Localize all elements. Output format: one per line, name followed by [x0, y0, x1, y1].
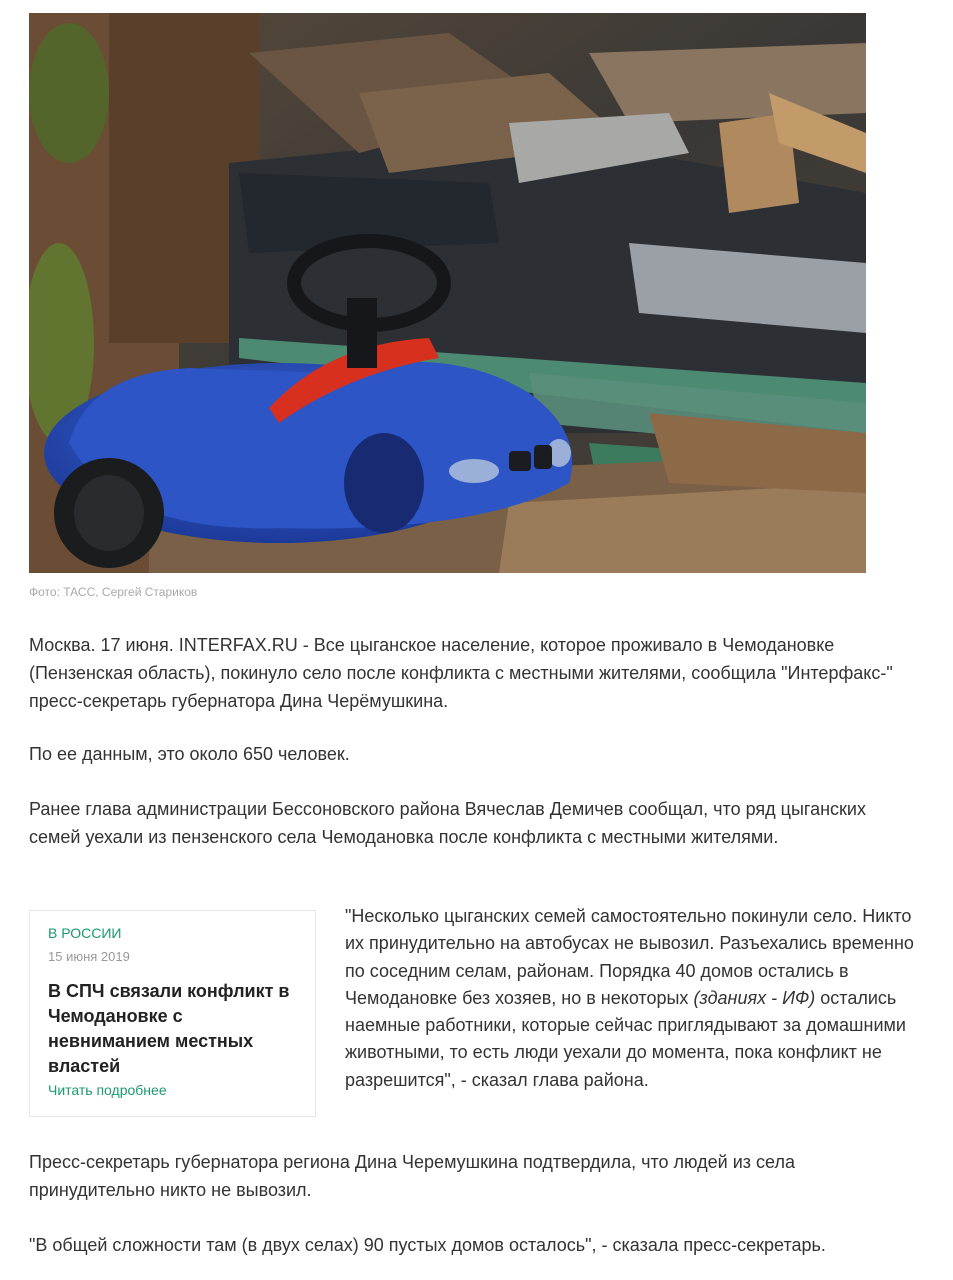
article-paragraph: Ранее глава администрации Бессоновского района Вячеслав Демичев сообщал, что ряд цыганских семей уехали из пензенского села Чемодановка после конфликта с местными жителями. — [29, 799, 866, 847]
article-photo — [29, 13, 866, 573]
photo-caption: Фото: ТАСС, Сергей Стариков — [29, 585, 198, 599]
article-paragraph-lead: Москва. 17 июня. INTERFAX.RU - Все цыганское население, которое проживало в Чемодановке (Пензенская область), покинуло село после конфликта с местными жителями, сообщила "Интерфакс-" пресс-секретарь губернатора Дина Черёмушкина. — [29, 635, 893, 711]
article-quote — [345, 903, 930, 1094]
toy-car-debris-image — [29, 13, 866, 573]
read-more-link[interactable]: Читать подробнее — [48, 1082, 167, 1098]
article-paragraph: Пресс-секретарь губернатора региона Дина Черемушкина подтвердила, что людей из села принудительно никто не вывозил. — [29, 1152, 795, 1200]
quote-text-part1: "Несколько цыганских семей самостоятельно покинули село. Никто их принудительно на автобусах не вывозил. Разъехались временно по соседним селам, районам. Порядка 40 домов остались в Чемодановке без хозяев, но в некоторых — [345, 906, 914, 1008]
quote-text-part2: остались наемные работники, которые сейчас приглядывают за домашними животными, то есть люди уехали до момента, пока конфликт не разрешится", - сказал глава района. — [345, 987, 906, 1090]
related-rubric-link[interactable]: В РОССИИ — [48, 925, 122, 941]
article-paragraph: "В общей сложности там (в двух селах) 90 пустых домов осталось", - сказала пресс-секретарь. — [29, 1235, 826, 1255]
related-headline-link[interactable]: В СПЧ связали конфликт в Чемодановке с невниманием местных властей — [48, 981, 290, 1076]
related-date: 15 июня 2019 — [48, 949, 130, 964]
article-paragraph: По ее данным, это около 650 человек. — [29, 744, 350, 764]
related-news-card[interactable] — [29, 910, 316, 1117]
quote-editor-note: (зданиях - ИФ) — [693, 987, 816, 1008]
